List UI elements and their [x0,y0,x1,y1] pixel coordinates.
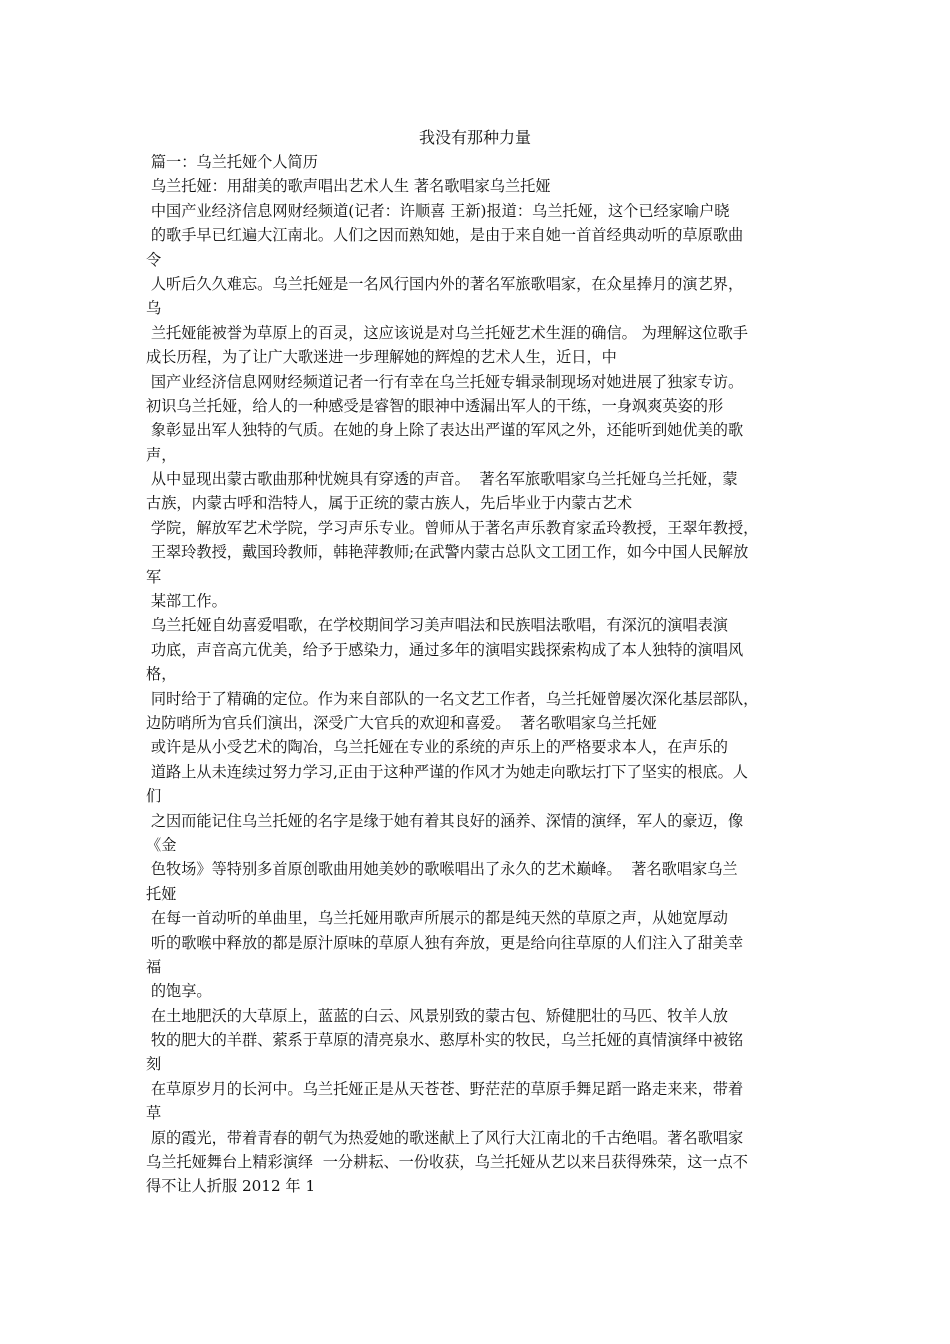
text-line: 之因而能记住乌兰托娅的名字是缘于她有着其良好的涵养、深情的演绎，军人的豪迈，像 [146,811,744,830]
text-line: 刻 [146,1055,162,1074]
text-line: 道路上从未连续过努力学习,正由于这种严谨的作风才为她走向歌坛打下了坚实的根底。人 [146,762,748,781]
text-line: 成长历程，为了让广大歌迷进一步理解她的辉煌的艺术人生，近日，中 [146,348,617,367]
text-line: 初识乌兰托娅，给人的一种感受是睿智的眼神中透漏出军人的干练，一身飒爽英姿的形 [146,396,724,415]
text-line: 原的霞光，带着青春的朝气为热爱她的歌迷献上了风行大江南北的千古绝唱。著名歌唱家 [146,1128,744,1147]
text-line: 草 [146,1104,162,1123]
text-line: 军 [146,567,162,586]
text-line: 得不让人折服 2012 年 1 [146,1177,316,1196]
text-line: 托娅 [146,884,177,903]
text-line: 从中显现出蒙古歌曲那种忧婉具有穿透的声音。 著名军旅歌唱家乌兰托娅乌兰托娅，蒙 [146,470,738,489]
text-line: 牧的肥大的羊群、萦系于草原的清亮泉水、憨厚朴实的牧民，乌兰托娅的真情演绎中被铭 [146,1031,744,1050]
text-line: 象彰显出军人独特的气质。在她的身上除了表达出严谨的军风之外，还能听到她优美的歌 [146,421,744,440]
text-line: 的饱享。 [146,982,212,1001]
text-line: 福 [146,957,162,976]
text-line: 兰托娅能被誉为草原上的百灵，这应该说是对乌兰托娅艺术生涯的确信。 为理解这位歌手 [146,323,748,342]
document-body [146,150,814,1199]
text-line: 声， [146,445,177,464]
text-line: 在草原岁月的长河中。乌兰托娅正是从天苍苍、野茫茫的草原手舞足蹈一路走来来，带着 [146,1079,744,1098]
text-line: 学院，解放军艺术学院，学习声乐专业。曾师从于著名声乐教育家孟玲教授，王翠年教授， [146,518,759,537]
text-line: 边防哨所为官兵们演出，深受广大官兵的欢迎和喜爱。 著名歌唱家乌兰托娅 [146,713,657,732]
text-line: 乌兰托娅：用甜美的歌声唱出艺术人生 著名歌唱家乌兰托娅 [146,177,551,196]
text-line: 们 [146,787,162,806]
text-line: 在土地肥沃的大草原上，蓝蓝的白云、风景别致的蒙古包、矫健肥壮的马匹、牧羊人放 [146,1006,728,1025]
text-line: 国产业经济信息网财经频道记者一行有幸在乌兰托娅专辑录制现场对她进展了独家专访。 [146,372,744,391]
text-line: 在每一首动听的单曲里，乌兰托娅用歌声所展示的都是纯天然的草原之声，从她宽厚动 [146,909,728,928]
text-line: 令 [146,250,162,269]
text-line: 乌兰托娅自幼喜爱唱歌，在学校期间学习美声唱法和民族唱法歌唱，有深沉的演唱表演 [146,616,728,635]
text-line: 篇一：乌兰托娅个人简历 [146,153,318,171]
text-line: 或许是从小受艺术的陶冶，乌兰托娅在专业的系统的声乐上的严格要求本人，在声乐的 [146,738,728,757]
text-line: 的歌手早已红遍大江南北。人们之因而熟知她，是由于来自她一首首经典动听的草原歌曲 [146,226,744,245]
text-line: 某部工作。 [146,592,227,611]
text-line: 乌兰托娅舞台上精彩演绎 一分耕耘、一份收获，乌兰托娅从艺以来吕获得殊荣，这一点不 [146,1153,748,1172]
text-line: 王翠玲教授，戴国玲教师，韩艳萍教师;在武警内蒙古总队文工团工作，如今中国人民解放 [146,543,749,562]
text-line: 古族，内蒙古呼和浩特人，属于正统的蒙古族人，先后毕业于内蒙古艺术 [146,494,632,513]
document-title: 我没有那种力量 [418,128,531,147]
text-line: 同时给于了精确的定位。作为来自部队的一名文艺工作者，乌兰托娅曾屡次深化基层部队， [146,689,759,708]
text-line: 色牧场》等特别多首原创歌曲用她美妙的歌喉唱出了永久的艺术巅峰。 著名歌唱家乌兰 [146,860,738,879]
text-line: 中国产业经济信息网财经频道(记者：许顺喜 王新)报道：乌兰托娅，这个已经家喻户晓 [146,201,730,220]
text-line: 听的歌喉中释放的都是原汁原味的草原人独有奔放，更是给向往草原的人们注入了甜美幸 [146,933,744,952]
text-line: 乌 [146,299,162,318]
text-line: 格， [146,665,177,684]
text-line: 《金 [146,835,177,854]
text-line: 人听后久久难忘。乌兰托娅是一名风行国内外的著名军旅歌唱家，在众星捧月的演艺界， [146,274,744,293]
text-line: 功底，声音高亢优美，给予于感染力，通过多年的演唱实践探索构成了本人独特的演唱风 [146,640,744,659]
